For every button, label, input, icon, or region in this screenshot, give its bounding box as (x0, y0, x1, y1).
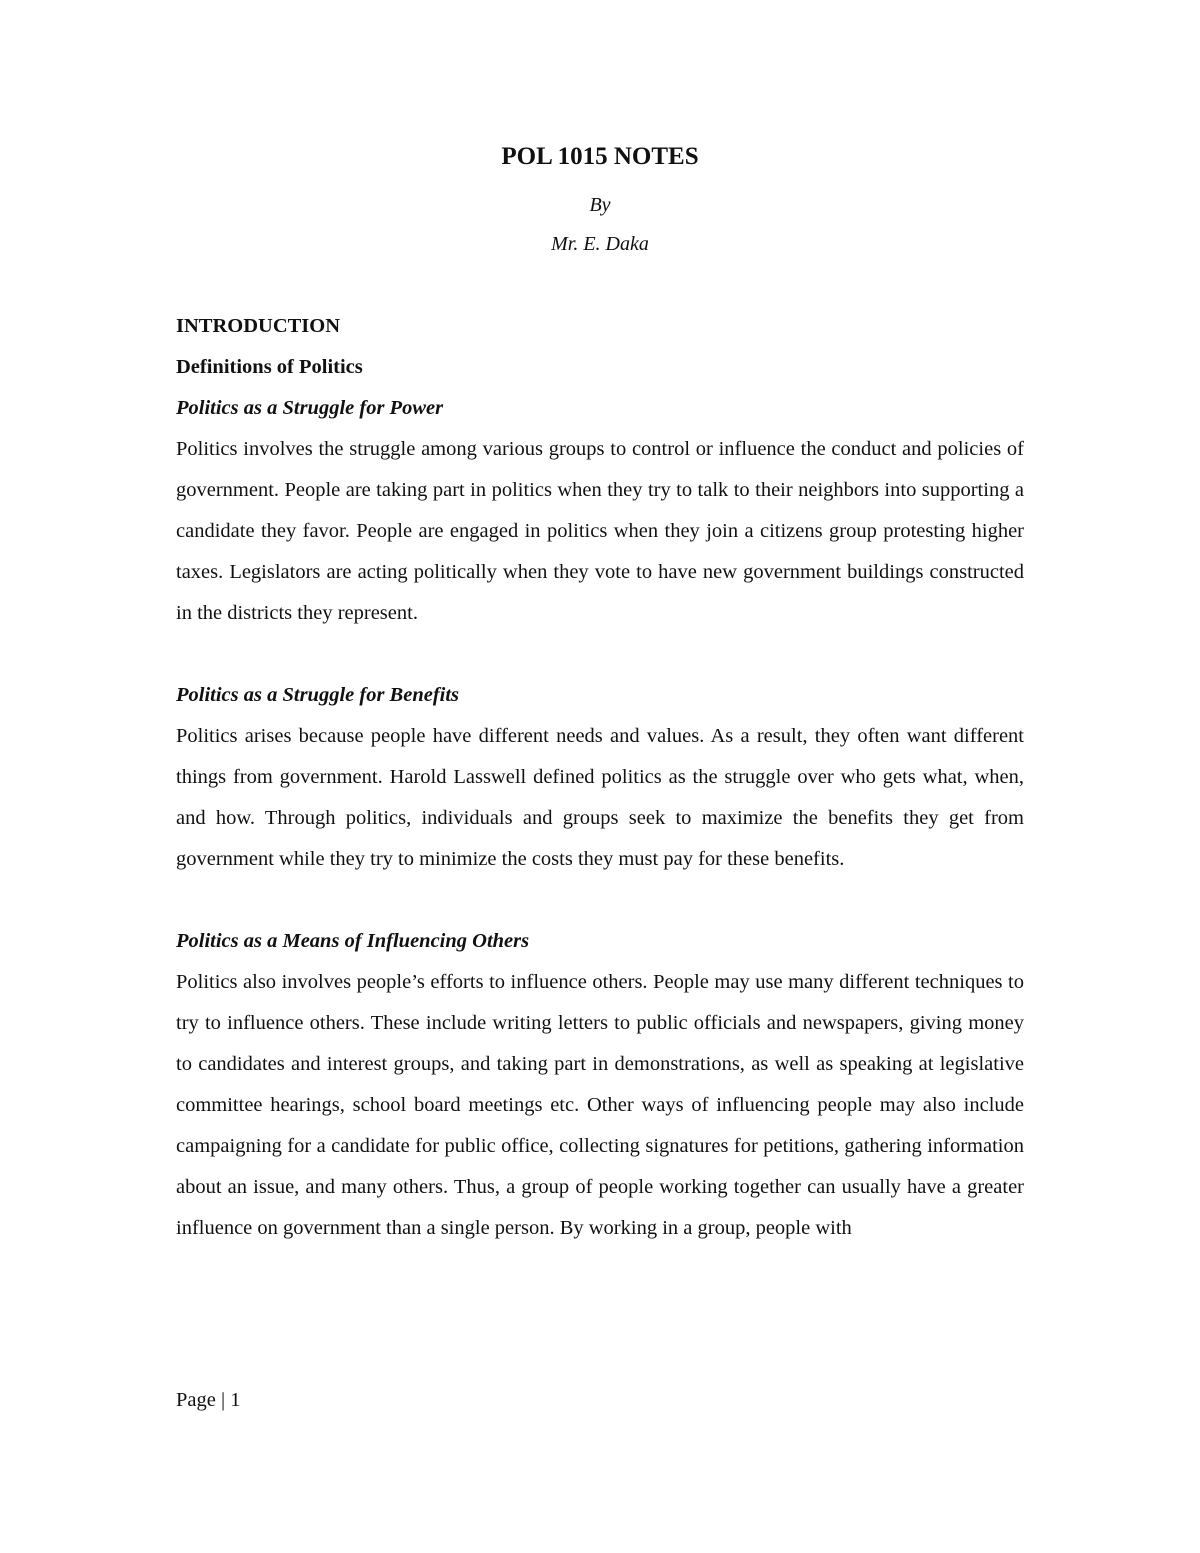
introduction-heading: INTRODUCTION (176, 315, 341, 337)
benefits-paragraph: Politics arises because people have different needs and values. As a result, they often want different things from government. Harold Lasswell defined politics as the struggle over who gets what, when, and how. Through politics, individuals and groups seek to maximize the benefits they get from government while they try to minimize the costs they must pay for these benefits. (176, 725, 1024, 870)
definitions-heading: Definitions of Politics (176, 356, 363, 378)
byline-by: By (589, 194, 611, 216)
document-title: POL 1015 NOTES (501, 143, 699, 170)
benefits-heading: Politics as a Struggle for Benefits (176, 684, 460, 706)
paragraph-gap (176, 880, 1024, 921)
power-heading: Politics as a Struggle for Power (176, 397, 444, 419)
power-paragraph: Politics involves the struggle among various groups to control or influence the conduct and policies of government. People are taking part in politics when they try to talk to their neighbors into supporting a candidate they favor. People are engaged in politics when they join a citizens group protesting higher taxes. Legislators are acting politically when they vote to have new government buildings constructed in the districts they represent. (176, 438, 1024, 624)
byline-author: Mr. E. Daka (551, 233, 649, 255)
document-body (176, 304, 1024, 1249)
influence-heading: Politics as a Means of Influencing Others (176, 930, 530, 952)
page-number: Page | 1 (176, 1389, 241, 1411)
paragraph-gap (176, 634, 1024, 675)
influence-paragraph: Politics also involves people’s efforts to influence others. People may use many different techniques to try to influence others. These include writing letters to public officials and newspapers, giving money to candidates and interest groups, and taking part in demonstrations, as well as speaking at legislative committee hearings, school board meetings etc. Other ways of influencing people may also include campaigning for a candidate for public office, collecting signatures for petitions, gathering information about an issue, and many others. Thus, a group of people working together can usually have a greater influence on government than a single person. By working in a group, people with (176, 971, 1024, 1239)
